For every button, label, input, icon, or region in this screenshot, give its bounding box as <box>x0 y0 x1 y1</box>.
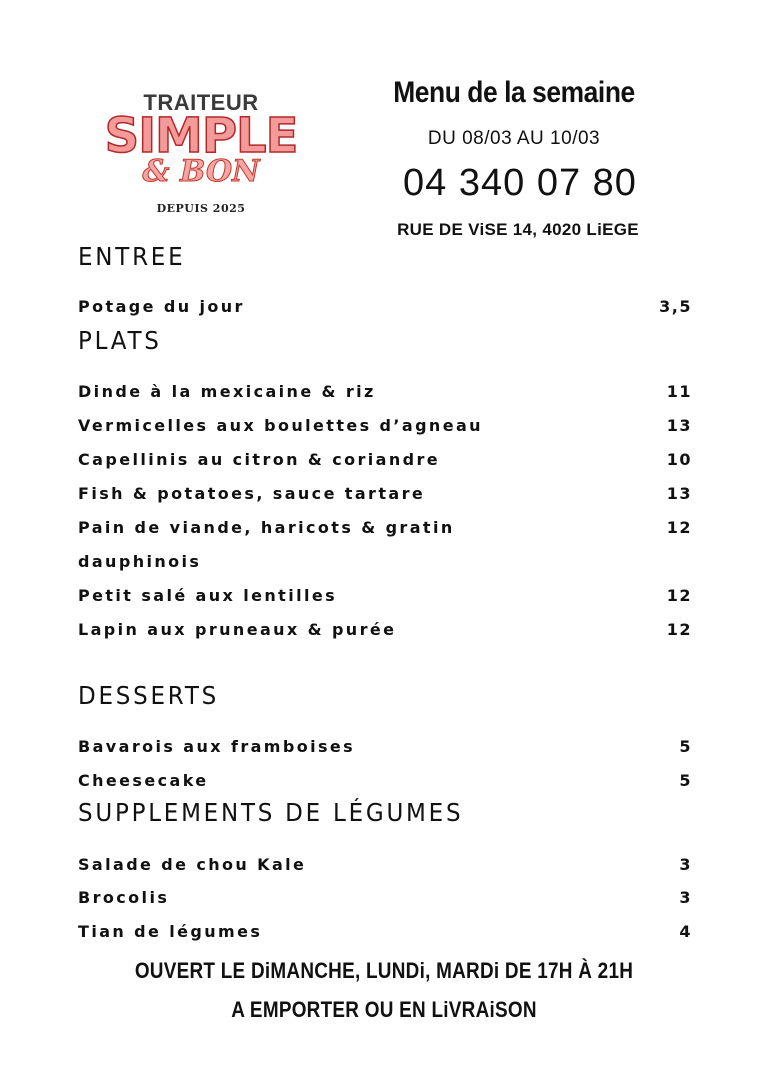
menu-item-price: 12 <box>666 620 692 639</box>
logo-bon-text: & BON <box>142 154 260 189</box>
logo <box>78 86 324 220</box>
menu-item-price: 3,5 <box>659 297 692 316</box>
menu-item-name: Salade de chou Kale <box>78 855 307 874</box>
menu-item-price: 13 <box>666 484 692 503</box>
menu-item-name: Cheesecake <box>78 771 209 790</box>
menu-item-name: Pain de viande, haricots & gratin <box>78 518 455 537</box>
address: RUE DE ViSE 14, 4020 LiEGE <box>397 220 639 239</box>
menu-item-name: Tian de légumes <box>78 922 263 941</box>
menu-item-price: 4 <box>679 922 692 941</box>
menu-item-price: 11 <box>666 382 692 401</box>
date-range: DU 08/03 AU 10/03 <box>427 128 601 149</box>
menu-item-price: 12 <box>666 586 692 605</box>
menu-item-name: Bavarois aux framboises <box>78 737 356 756</box>
menu-item-name: Brocolis <box>78 888 170 907</box>
section-title-plats: PLATS <box>78 326 162 355</box>
menu-item-name: Fish & potatoes, sauce tartare <box>78 484 426 503</box>
menu-item-name: Vermicelles aux boulettes d’agneau <box>78 416 483 435</box>
logo-traiteur-text: TRAITEUR <box>143 90 259 115</box>
service-modes: A EMPORTER OU EN LiVRAiSON <box>231 997 537 1022</box>
logo-tagline: DEPUIS 2025 <box>156 202 246 215</box>
menu-item-price: 13 <box>666 416 692 435</box>
menu-item-name: Lapin aux pruneaux & purée <box>78 620 397 639</box>
menu-item-price: 5 <box>679 771 692 790</box>
menu-item-price: 10 <box>666 450 692 469</box>
section-title-supplements: SUPPLEMENTS DE LÉGUMES <box>78 798 464 827</box>
menu-item-name: Capellinis au citron & coriandre <box>78 450 441 469</box>
page-title: Menu de la semaine <box>393 76 635 109</box>
section-title-entree: ENTREE <box>78 242 186 271</box>
opening-hours: OUVERT LE DiMANCHE, LUNDi, MARDi DE 17H À 21H <box>134 958 634 983</box>
menu-item-name: Dinde à la mexicaine & riz <box>78 382 376 401</box>
menu-item-price: 12 <box>666 518 692 537</box>
menu-item-price: 5 <box>679 737 692 756</box>
menu-item-price: 3 <box>679 888 692 907</box>
menu-item-name: Petit salé aux lentilles <box>78 586 338 605</box>
menu-item-price: 3 <box>679 855 692 874</box>
menu-item-name: Potage du jour <box>78 297 245 316</box>
phone-number: 04 340 07 80 <box>403 162 637 204</box>
menu-item-name-continued: dauphinois <box>78 552 202 571</box>
logo-simple-text: SIMPLE <box>104 108 298 164</box>
section-title-desserts: DESSERTS <box>78 681 220 710</box>
